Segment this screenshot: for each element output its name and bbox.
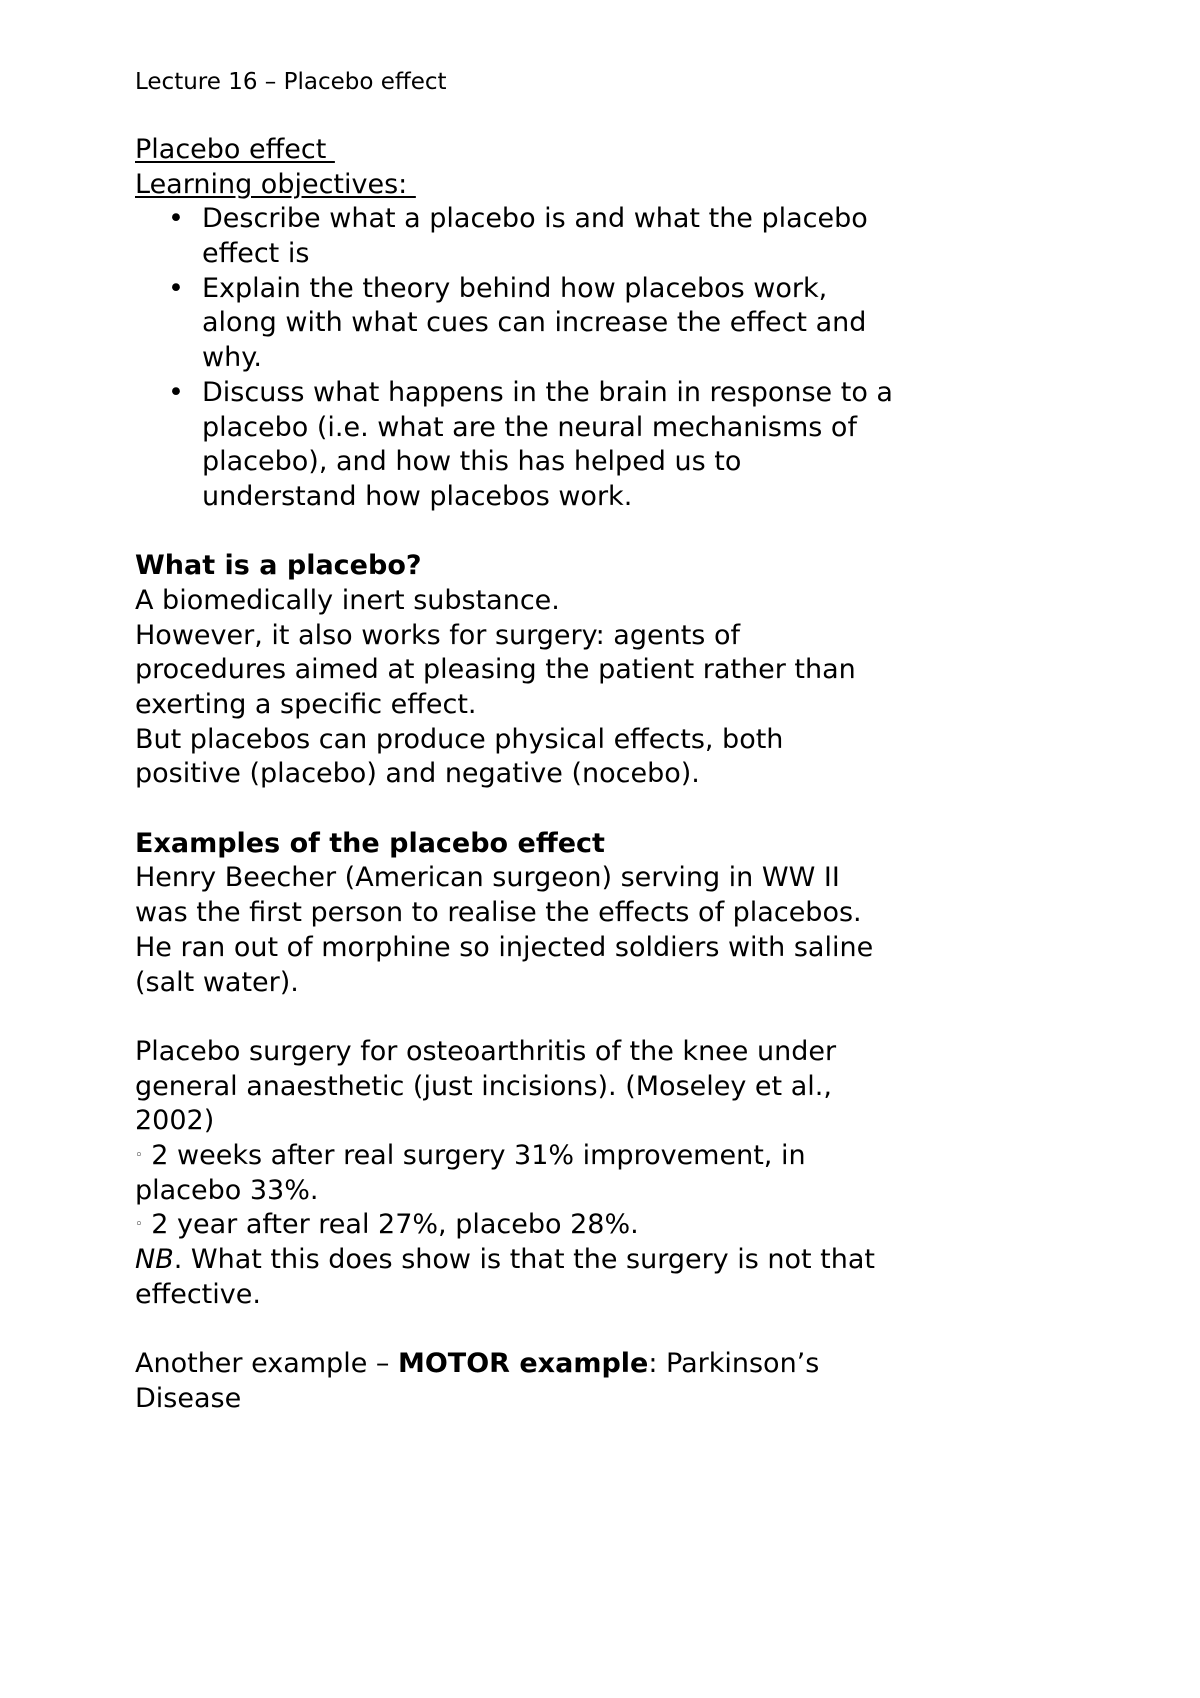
bullet-line	[135, 376, 1065, 411]
text-line	[135, 168, 1065, 203]
sub-bullet-icon: ◦	[135, 1217, 143, 1233]
text-segment: Describe what a placebo is and what the placebo	[202, 203, 868, 235]
text-line	[135, 1278, 1065, 1313]
text-line	[135, 757, 1065, 792]
text-segment: placebo), and how this has helped us to	[202, 446, 742, 478]
text-segment: He ran out of morphine so injected soldiers with saline	[135, 931, 874, 963]
text-line	[135, 1347, 1065, 1382]
text-segment: positive (placebo) and negative (nocebo).	[135, 758, 700, 790]
text-segment: NB	[135, 1244, 174, 1275]
text-line	[135, 827, 1065, 862]
text-segment: A biomedically inert substance.	[135, 584, 560, 616]
text-line	[135, 341, 1065, 376]
text-segment: procedures aimed at pleasing the patient rather than	[135, 654, 856, 686]
text-segment: general anaesthetic (just incisions). (Moseley et al.,	[135, 1070, 832, 1102]
text-segment: But placebos can produce physical effects, both	[135, 723, 784, 755]
text-line	[135, 966, 1065, 1001]
heading-text: MOTOR example	[397, 1348, 649, 1380]
text-segment: However, it also works for surgery: agents of	[135, 619, 740, 651]
text-segment: Explain the theory behind how placebos work,	[202, 272, 828, 304]
text-line	[135, 1104, 1065, 1139]
text-line	[135, 549, 1065, 584]
blank-line	[135, 515, 1065, 550]
text-line	[135, 584, 1065, 619]
text-segment: 2 year after real 27%, placebo 28%.	[142, 1209, 639, 1241]
text-segment: was the first person to realise the effects of placebos.	[135, 897, 862, 929]
text-line	[135, 1208, 1065, 1243]
text-line	[135, 480, 1065, 515]
sub-bullet-icon: ◦	[135, 1148, 143, 1164]
text-line	[135, 237, 1065, 272]
blank-line	[135, 1312, 1065, 1347]
text-segment: placebo 33%.	[135, 1174, 319, 1206]
text-line	[135, 619, 1065, 654]
text-segment: : Parkinson’s	[648, 1348, 820, 1380]
text-segment: why.	[202, 342, 262, 374]
text-segment: (salt water).	[135, 966, 299, 998]
text-segment: . What this does show is that the surgery is not that	[173, 1244, 876, 1275]
page-header: Lecture 16 – Placebo effect	[135, 69, 447, 95]
text-line	[135, 861, 1065, 896]
text-segment: Disease	[135, 1382, 242, 1414]
text-line	[135, 723, 1065, 758]
text-segment: 2002)	[135, 1105, 215, 1137]
text-segment: Henry Beecher (American surgeon) serving in WW II	[135, 862, 840, 894]
text-segment: 2 weeks after real surgery 31% improvement, in	[142, 1139, 806, 1171]
text-line	[135, 445, 1065, 480]
text-line	[135, 1382, 1065, 1417]
text-segment: effect is	[202, 238, 310, 270]
text-line	[135, 1243, 1065, 1278]
text-line	[135, 306, 1065, 341]
bullet-icon: •	[168, 272, 184, 304]
text-line	[135, 931, 1065, 966]
underlined-text: Learning objectives:	[135, 168, 416, 200]
text-segment: placebo (i.e. what are the neural mechanisms of	[202, 411, 857, 443]
text-line	[135, 653, 1065, 688]
blank-line	[135, 1000, 1065, 1035]
heading-text: Examples of the placebo effect	[135, 827, 605, 859]
heading-text: What is a placebo?	[135, 550, 422, 582]
text-segment: Another example –	[135, 1348, 398, 1380]
bullet-line	[135, 272, 1065, 307]
bullet-line	[135, 202, 1065, 237]
document-body	[135, 133, 1065, 1416]
text-line	[135, 133, 1065, 168]
text-line	[135, 1035, 1065, 1070]
text-line	[135, 411, 1065, 446]
text-line	[135, 1174, 1065, 1209]
text-line	[135, 1070, 1065, 1105]
text-segment: understand how placebos work.	[202, 480, 633, 512]
underlined-text: Placebo effect	[135, 134, 335, 165]
text-line	[135, 896, 1065, 931]
blank-line	[135, 792, 1065, 827]
text-line	[135, 688, 1065, 723]
text-line	[135, 1139, 1065, 1174]
bullet-icon: •	[168, 376, 184, 408]
text-segment: effective.	[135, 1278, 261, 1310]
text-segment: exerting a specific effect.	[135, 689, 477, 720]
text-segment: along with what cues can increase the effect and	[202, 307, 867, 339]
bullet-icon: •	[168, 203, 184, 235]
text-segment: Placebo surgery for osteoarthritis of the knee under	[135, 1035, 837, 1067]
text-segment: Discuss what happens in the brain in response to a	[202, 376, 893, 408]
